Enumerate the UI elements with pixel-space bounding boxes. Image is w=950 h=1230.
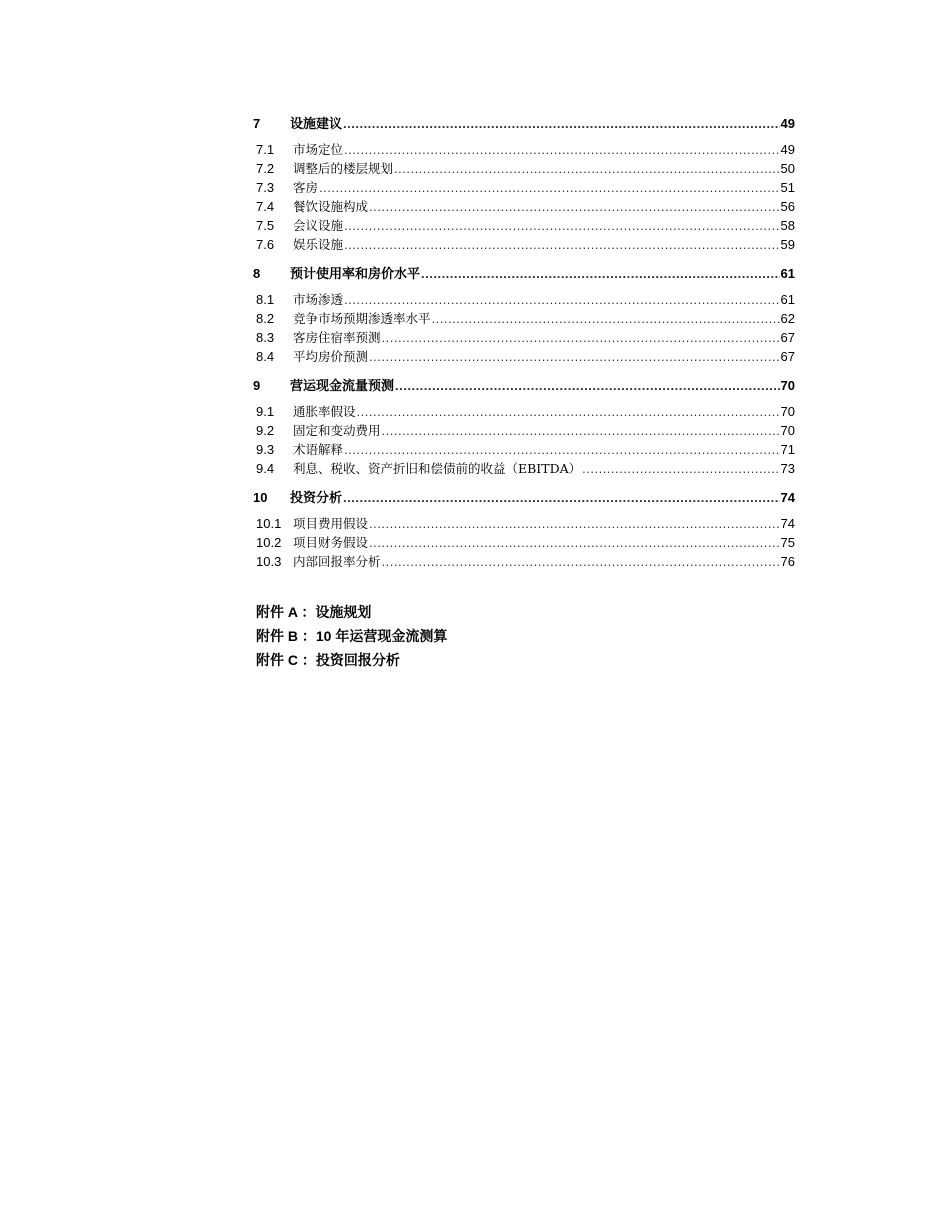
entry-title: 娱乐设施	[293, 237, 344, 252]
toc-entry[interactable]	[253, 347, 795, 366]
dot-leader	[421, 266, 780, 281]
page-number: 71	[780, 442, 795, 457]
entry-number: 8.1	[256, 292, 275, 307]
toc-entry[interactable]	[253, 216, 795, 235]
page-number: 51	[780, 180, 795, 195]
dot-leader	[382, 330, 780, 345]
page-number: 70	[780, 404, 795, 419]
dot-leader	[344, 142, 780, 157]
entry-number: 10.3	[256, 554, 282, 569]
dot-leader	[382, 554, 780, 569]
entry-title: 客房	[293, 180, 319, 195]
dot-leader	[432, 311, 780, 326]
entry-title: 术语解释	[293, 442, 344, 457]
dot-leader	[369, 516, 780, 531]
toc-section-9	[253, 375, 795, 478]
dot-leader	[382, 423, 780, 438]
entry-title: 固定和变动费用	[293, 423, 381, 438]
section-number: 7	[253, 116, 261, 131]
dot-leader	[395, 378, 780, 393]
dot-leader	[343, 490, 780, 505]
entry-number: 9.1	[256, 404, 275, 419]
page-number: 61	[780, 266, 795, 281]
entry-title: 内部回报率分析	[293, 554, 381, 569]
page-number: 50	[780, 161, 795, 176]
page-number: 59	[780, 237, 795, 252]
entry-title: 市场定位	[293, 142, 344, 157]
dot-leader	[369, 535, 780, 550]
page-number: 67	[780, 349, 795, 364]
page-number: 62	[780, 311, 795, 326]
page-number: 67	[780, 330, 795, 345]
page-number: 75	[780, 535, 795, 550]
dot-leader	[394, 161, 780, 176]
page-number: 70	[780, 378, 795, 393]
section-number: 8	[253, 266, 261, 281]
entry-number: 9.3	[256, 442, 275, 457]
toc-entry[interactable]	[253, 328, 795, 347]
toc-entry[interactable]	[253, 309, 795, 328]
entry-number: 7.3	[256, 180, 275, 195]
page-number: 58	[780, 218, 795, 233]
page-number: 74	[780, 516, 795, 531]
entry-title: 通胀率假设	[293, 404, 356, 419]
entry-title: 市场渗透	[293, 292, 344, 307]
section-title: 预计使用率和房价水平	[290, 266, 421, 281]
toc-entry[interactable]	[253, 159, 795, 178]
entry-title: 调整后的楼层规划	[293, 161, 394, 176]
entry-title: 项目费用假设	[293, 516, 369, 531]
toc-entry[interactable]	[253, 290, 795, 309]
toc-entry[interactable]	[253, 552, 795, 571]
page-number: 49	[780, 142, 795, 157]
section-title: 设施建议	[290, 116, 343, 131]
toc-entry[interactable]	[253, 235, 795, 254]
appendix-item[interactable]: 附件 B ：10 年运营现金流测算	[256, 628, 448, 644]
entry-number: 9.4	[256, 461, 275, 476]
entry-number: 8.2	[256, 311, 275, 326]
page-number: 73	[780, 461, 795, 476]
page-number: 61	[780, 292, 795, 307]
toc-entry[interactable]	[253, 459, 795, 478]
dot-leader	[344, 292, 780, 307]
section-title: 营运现金流量预测	[290, 378, 395, 393]
entry-number: 10.2	[256, 535, 282, 550]
section-number: 10	[253, 490, 268, 505]
entry-number: 7.6	[256, 237, 275, 252]
entry-number: 9.2	[256, 423, 275, 438]
dot-leader	[369, 199, 780, 214]
entry-number: 8.4	[256, 349, 275, 364]
entry-title: 餐饮设施构成	[293, 199, 369, 214]
page-number: 76	[780, 554, 795, 569]
page-number: 74	[780, 490, 795, 505]
appendix-list	[256, 600, 447, 672]
page-number: 70	[780, 423, 795, 438]
appendix-item[interactable]: 附件 C ：投资回报分析	[256, 652, 400, 668]
toc-section-10	[253, 487, 795, 571]
toc-section-7	[253, 113, 795, 254]
dot-leader	[343, 116, 780, 131]
toc-entry[interactable]	[253, 140, 795, 159]
dot-leader	[369, 349, 780, 364]
toc-section-8	[253, 263, 795, 366]
dot-leader	[357, 404, 780, 419]
toc-entry[interactable]	[253, 440, 795, 459]
toc-section-heading[interactable]	[253, 375, 795, 394]
dot-leader	[582, 461, 779, 476]
toc-section-heading[interactable]	[253, 487, 795, 506]
entry-number: 7.2	[256, 161, 275, 176]
entry-title: 竞争市场预期渗透率水平	[293, 311, 431, 326]
toc-entry[interactable]	[253, 178, 795, 197]
entry-number: 8.3	[256, 330, 275, 345]
toc-entry[interactable]	[253, 533, 795, 552]
dot-leader	[319, 180, 780, 195]
section-number: 9	[253, 378, 261, 393]
entry-number: 7.4	[256, 199, 275, 214]
toc-entry[interactable]	[253, 402, 795, 421]
toc-entry[interactable]	[253, 421, 795, 440]
entry-title: 会议设施	[293, 218, 344, 233]
toc-entry[interactable]	[253, 514, 795, 533]
dot-leader	[344, 218, 780, 233]
entry-title: 项目财务假设	[293, 535, 369, 550]
toc-section-heading[interactable]	[253, 263, 795, 282]
entry-number: 10.1	[256, 516, 282, 531]
page-number: 56	[780, 199, 795, 214]
entry-title: 利息、税收、资产折旧和偿债前的收益（EBITDA）	[293, 461, 582, 476]
entry-number: 7.1	[256, 142, 275, 157]
appendix-item[interactable]: 附件 A ：设施规划	[256, 604, 372, 620]
page-number: 49	[780, 116, 795, 131]
toc-section-heading[interactable]	[253, 113, 795, 132]
entry-title: 平均房价预测	[293, 349, 369, 364]
entry-title: 客房住宿率预测	[293, 330, 381, 345]
toc-entry[interactable]	[253, 197, 795, 216]
dot-leader	[344, 442, 780, 457]
section-title: 投资分析	[290, 490, 343, 505]
entry-number: 7.5	[256, 218, 275, 233]
dot-leader	[344, 237, 780, 252]
table-of-contents	[253, 113, 795, 580]
